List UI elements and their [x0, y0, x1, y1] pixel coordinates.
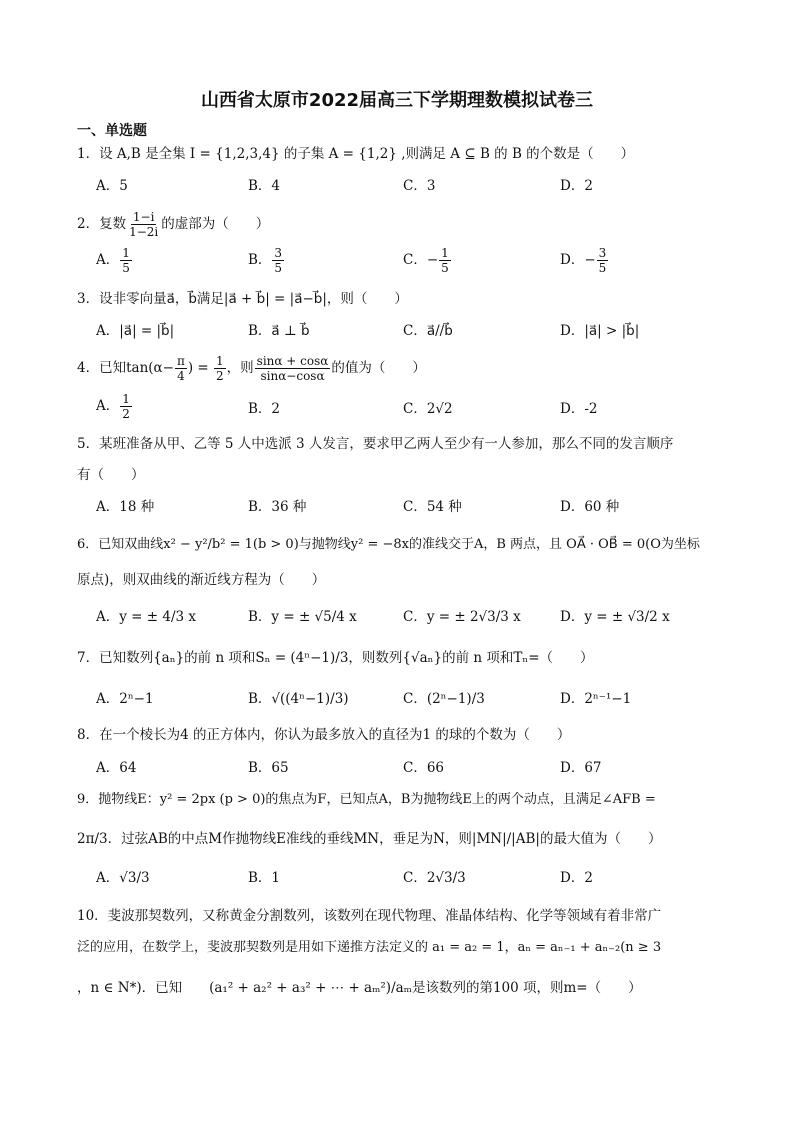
q4-trig-num: sinα + cosα: [256, 354, 329, 368]
q2-suffix: 的虚部为（ ）: [161, 216, 270, 232]
question-10-line-3: ，n ∈ N*)．已知 (a₁² + a₂² + a₃² + ⋯ + aₘ²)/aₘ是该数列的第100 项，则m=（ ）: [77, 980, 642, 996]
q2-denominator: 1−2i: [129, 225, 159, 239]
q7-option-d[interactable]: D．2ⁿ⁻¹−1: [560, 691, 632, 707]
q6-option-c[interactable]: C．y = ± 2√3/3 x: [403, 609, 521, 625]
q2-d-fraction: [597, 246, 609, 275]
q8-option-a[interactable]: A．64: [96, 760, 137, 776]
q2-a-den: 5: [122, 261, 130, 275]
question-1: 1．设 A,B 是全集 I = {1,2,3,4} 的子集 A = {1,2} ,则满足 A ⊆ B 的 B 的个数是（ ）: [77, 146, 635, 162]
q1-option-a[interactable]: A．5: [96, 178, 128, 194]
q4-half-num: 1: [216, 354, 224, 368]
question-6-line-1: 6．已知双曲线x² − y²/b² = 1(b > 0)与抛物线y² = −8x的准线交于A，B 两点，且 OA⃗ · OB⃗ = 0(O为坐标: [77, 537, 700, 552]
q4-option-d[interactable]: D．-2: [560, 401, 598, 417]
q7-option-c[interactable]: C．(2ⁿ−1)/3: [403, 691, 485, 707]
q4-trig-fraction: [255, 354, 331, 383]
q5-option-b[interactable]: B．36 种: [248, 499, 307, 515]
q4-part-2: ) =: [187, 360, 214, 376]
q2-option-d[interactable]: [560, 246, 609, 275]
q2-b-den: 5: [274, 261, 283, 275]
q4-part-1: 4．已知tan(α−: [77, 360, 174, 376]
q4-a-den: 2: [122, 407, 130, 421]
q4-trig-den: sinα−cosα: [260, 369, 325, 383]
q8-option-b[interactable]: B．65: [248, 760, 289, 776]
q4-half-fraction: [214, 354, 226, 383]
q2-option-c[interactable]: [403, 246, 452, 275]
q6-option-b[interactable]: B．y = ± √5/4 x: [248, 609, 357, 625]
q9-option-d[interactable]: D．2: [560, 870, 593, 886]
q2-c-num: 1: [441, 246, 449, 260]
q5-option-c[interactable]: C．54 种: [403, 499, 462, 515]
q2-c-sign: −: [426, 252, 439, 268]
q2-a-label: A．: [96, 252, 120, 268]
q2-c-den: 5: [441, 261, 449, 275]
question-4: [77, 354, 426, 383]
question-9-line-2: 2π/3．过弦AB的中点M作抛物线E准线的垂线MN，垂足为N，则|MN|/|AB|的最大值为（ ）: [77, 831, 662, 847]
q6-option-a[interactable]: A．y = ± 4/3 x: [96, 609, 197, 625]
question-5-line-2: 有（ ）: [77, 467, 145, 483]
q2-a-fraction: [120, 246, 132, 275]
q4-a-label: A．: [96, 398, 120, 414]
q1-option-b[interactable]: B．4: [248, 178, 281, 194]
q4-half-den: 2: [216, 369, 224, 383]
q8-option-d[interactable]: D．67: [560, 760, 602, 776]
q2-d-label: D．: [560, 252, 585, 268]
q9-option-a[interactable]: A．√3/3: [96, 870, 150, 886]
q1-option-d[interactable]: D．2: [560, 178, 593, 194]
q9-option-c[interactable]: C．2√3/3: [403, 870, 466, 886]
q2-d-den: 5: [598, 261, 607, 275]
q9-option-b[interactable]: B．1: [248, 870, 281, 886]
q2-d-num: 3: [598, 246, 607, 260]
q2-d-sign: −: [584, 252, 596, 268]
question-6-line-2: 原点)，则双曲线的渐近线方程为（ ）: [77, 572, 326, 588]
q2-a-num: 1: [122, 246, 130, 260]
question-7: 7．已知数列{aₙ}的前 n 项和Sₙ = (4ⁿ−1)/3，则数列{√aₙ}的前 n 项和Tₙ=（ ）: [77, 650, 594, 666]
question-2: [77, 210, 269, 239]
q2-prefix: 2．复数: [77, 216, 127, 232]
q2-numerator: 1−i: [132, 210, 155, 224]
q2-b-fraction: [272, 246, 284, 275]
q7-option-b[interactable]: B．√((4ⁿ−1)/3): [248, 691, 349, 707]
question-10-line-2: 泛的应用，在数学上，斐波那契数列是用如下递推方法定义的 a₁ = a₂ = 1，aₙ = aₙ₋₁ + aₙ₋₂(n ≥ 3: [77, 940, 662, 955]
q2-c-fraction: [439, 246, 451, 275]
q3-option-a[interactable]: A．|a⃗| = |b⃗|: [96, 323, 175, 339]
q4-part-3: ，则: [226, 360, 254, 376]
q3-option-b[interactable]: B．a⃗ ⊥ b⃗: [248, 323, 310, 339]
question-5-line-1: 5．某班准备从甲、乙等 5 人中选派 3 人发言，要求甲乙两人至少有一人参加，那么不同的发言顺序: [77, 436, 674, 452]
q4-pi-fraction: [175, 354, 187, 383]
q2-b-label: B．: [248, 252, 272, 268]
q2-option-a[interactable]: [96, 246, 133, 275]
q4-pi-num: π: [176, 354, 185, 368]
q5-option-d[interactable]: D．60 种: [560, 499, 620, 515]
q3-option-c[interactable]: C．a⃗//b⃗: [403, 323, 453, 339]
section-heading: 一、单选题: [77, 123, 147, 139]
q2-c-label: C．: [403, 252, 427, 268]
q4-a-num: 1: [122, 392, 130, 406]
q4-option-b[interactable]: B．2: [248, 401, 281, 417]
question-10-line-1: 10．斐波那契数列，又称黄金分割数列，该数列在现代物理、准晶体结构、化学等领域有着非常广: [77, 908, 662, 924]
q1-option-c[interactable]: C．3: [403, 178, 436, 194]
q2-option-b[interactable]: [248, 246, 285, 275]
q3-option-d[interactable]: D．|a⃗| > |b⃗|: [560, 323, 640, 339]
q2-fraction: [127, 210, 160, 239]
question-3: 3．设非零向量a⃗，b⃗满足|a⃗ + b⃗| = |a⃗−b⃗|，则（ ）: [77, 291, 408, 307]
question-9-line-1: 9．抛物线E：y² = 2px (p > 0)的焦点为F，已知点A，B为抛物线E上的两个动点，且满足∠AFB =: [77, 792, 656, 807]
q4-a-fraction: [120, 392, 132, 421]
question-8: 8．在一个棱长为4 的正方体内，你认为最多放入的直径为1 的球的个数为（ ）: [77, 727, 571, 743]
q6-option-d[interactable]: D．y = ± √3/2 x: [560, 609, 670, 625]
q4-option-a[interactable]: [96, 392, 133, 421]
q4-part-4: 的值为（ ）: [331, 360, 426, 376]
page-title: 山西省太原市2022届高三下学期理数模拟试卷三: [200, 90, 594, 111]
q4-pi-den: 4: [177, 369, 185, 383]
q2-b-num: 3: [274, 246, 283, 260]
q8-option-c[interactable]: C．66: [403, 760, 445, 776]
q7-option-a[interactable]: A．2ⁿ−1: [96, 691, 154, 707]
q5-option-a[interactable]: A．18 种: [96, 499, 155, 515]
q4-option-c[interactable]: C．2√2: [403, 401, 453, 417]
